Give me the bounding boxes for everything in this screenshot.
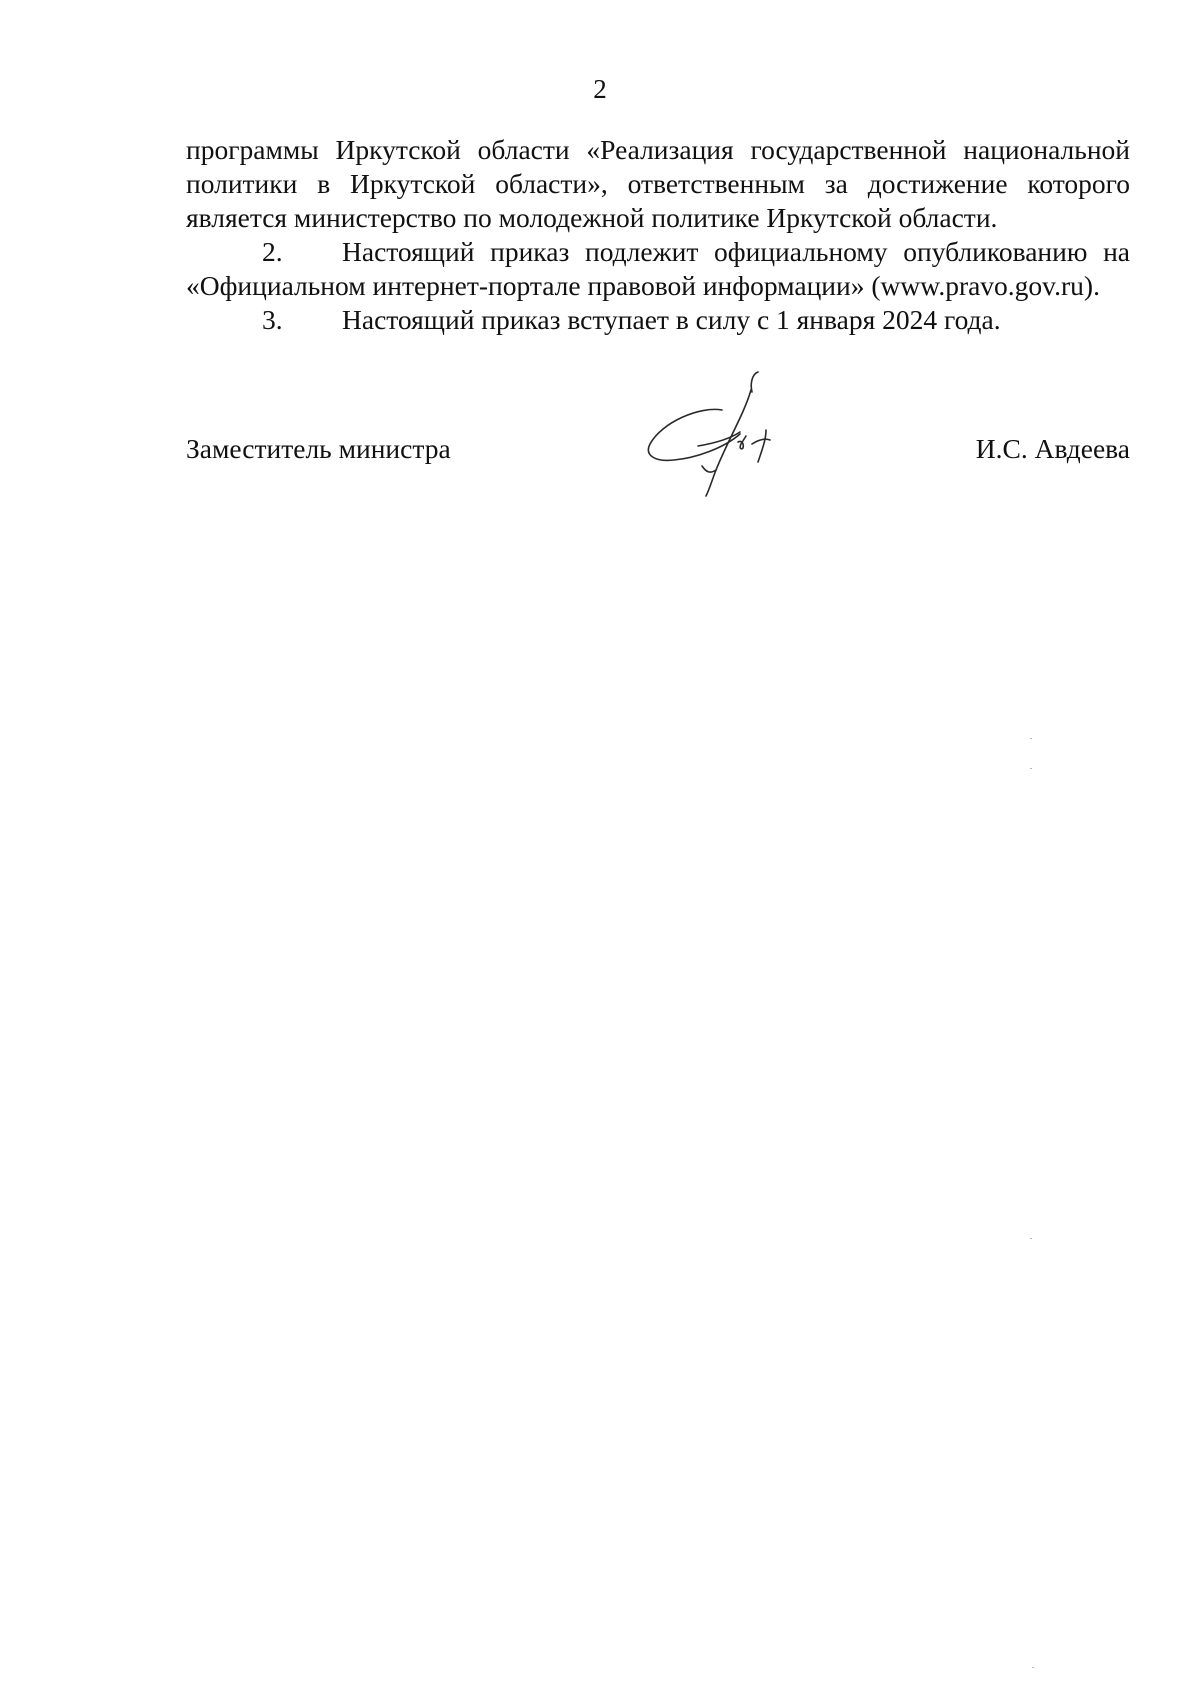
continuation-line-1: программы Иркутской области «Реализация государственной национальной xyxy=(186,134,1130,165)
handwritten-signature xyxy=(640,370,800,500)
numbered-paragraph-3 xyxy=(186,303,1130,337)
continuation-line-2: политики в Иркутской области», ответственным за достижение которого xyxy=(186,168,1130,199)
signatory-name: И.С. Авдеева xyxy=(975,433,1130,464)
scan-speck xyxy=(1032,1667,1034,1668)
scan-speck xyxy=(1030,738,1032,739)
paragraph-number: 3. xyxy=(262,304,283,335)
scan-speck xyxy=(1030,768,1032,769)
numbered-paragraph-2 xyxy=(186,235,1130,303)
document-body xyxy=(186,133,1130,337)
continuation-line-3: является министерство по молодежной политике Иркутской области. xyxy=(186,202,998,233)
paragraph-number: 2. xyxy=(262,236,283,267)
paragraph-text: Настоящий приказ вступает в силу с 1 января 2024 года. xyxy=(342,304,1001,335)
signatory-position: Заместитель министра xyxy=(186,433,451,464)
scan-speck xyxy=(1030,1238,1032,1239)
paragraph-text: Настоящий приказ подлежит официальному опубликованию на «Официальном интернет-портале правовой информации» (www.pravo.gov.ru). xyxy=(186,236,1130,301)
page-number: 2 xyxy=(593,74,607,104)
